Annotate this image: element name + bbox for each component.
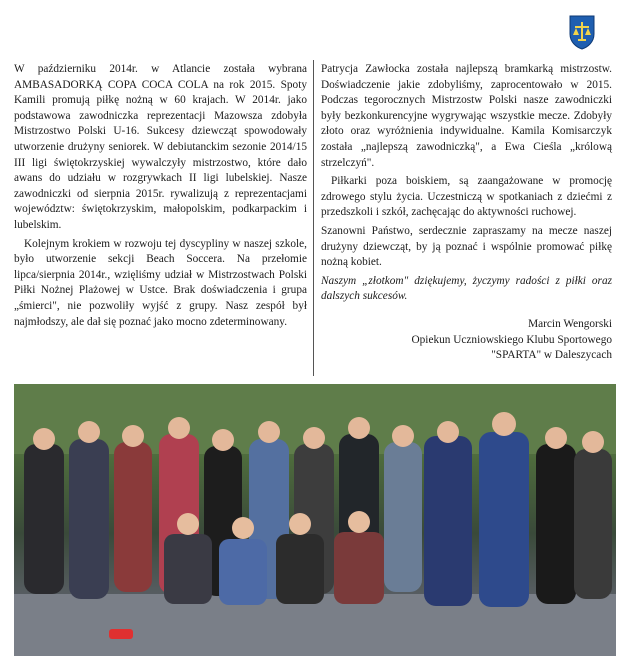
- paragraph: Piłkarki poza boiskiem, są zaangażowane w promocję zdrowego stylu życia. Uczestniczą w spotkaniach z dziećmi z przedszkoli i szkół, zachęcając do aktywności ruchowej.: [321, 175, 612, 219]
- paragraph: Patrycja Zawłocka została najlepszą bramkarką mistrzostw. Doświadczenie jakie zdobyliśmy, zaprocentowało w 2015. Podczas tegorocznych Mistrzostw Polski nasze zawodniczki były bezkonkurencyjne wygrywając wszystkie mecze. Zdobyły złoto oraz wyróżnienia indywidualne. Kamila Komisarczyk została „najlepszą zawodniczką", a Ewa Cieśla „królową strzelczyń".: [321, 63, 612, 169]
- signature-name: Marcin Wengorski: [528, 317, 612, 330]
- signature-role: Opiekun Uczniowskiego Klubu Sportowego: [411, 333, 612, 346]
- closing-thanks: Naszym „złotkom" dziękujemy, życzymy radości z piłki oraz dalszych sukcesów.: [321, 274, 612, 303]
- column-divider: [313, 60, 314, 376]
- left-column: [14, 62, 307, 333]
- paragraph: Kolejnym krokiem w rozwoju tej dyscypliny w naszej szkole, było utworzenie sekcji Beach Soccera. Na przełomie lipca/sierpnia 2014r., wzięliśmy udział w Mistrzostwach Polski Piłki Nożnej Plażowej w Ustce. Brak doświadczenia i grupa „śmierci", nie pozwoliły wyjść z grupy. Nasz zespół był najmłodszy, ale dał się poznać jako mocno zdeterminowany.: [14, 237, 307, 328]
- signature-club: "SPARTA" w Daleszycach: [491, 349, 612, 362]
- paragraph: W październiku 2014r. w Atlancie została wybrana AMBASADORKĄ COPA COCA COLA na rok 2015. Spoty Kamili promują piłkę nożną w 60 krajach. W 2014r. jako podstawowa zawodniczka reprezentacji Mazowsza zdobyła Mistrzostwo Polski U-16. Sukcesy dziewcząt spowodowały utworzenie drużyny seniorek. W debiutanckim sezonie 2014/15 III ligi świętokrzyskiej wywalczyły mistrzostwo, które dało awans do udziału w rozgrywkach II ligi lubelskiej. Nasze zawodniczki od sierpnia 2015r. rywalizują z reprezentacjami województw: świętokrzyskim, małopolskim, podkarpackim i lubelskim.: [14, 63, 307, 231]
- right-column: [321, 62, 612, 364]
- paragraph: Szanowni Państwo, serdecznie zapraszamy na mecze naszej drużyny dziewcząt, by ją poznać i wspólnie promować piłkę nożną kobiet.: [321, 224, 612, 269]
- group-photo: [14, 384, 616, 656]
- coat-of-arms-icon: [568, 14, 596, 50]
